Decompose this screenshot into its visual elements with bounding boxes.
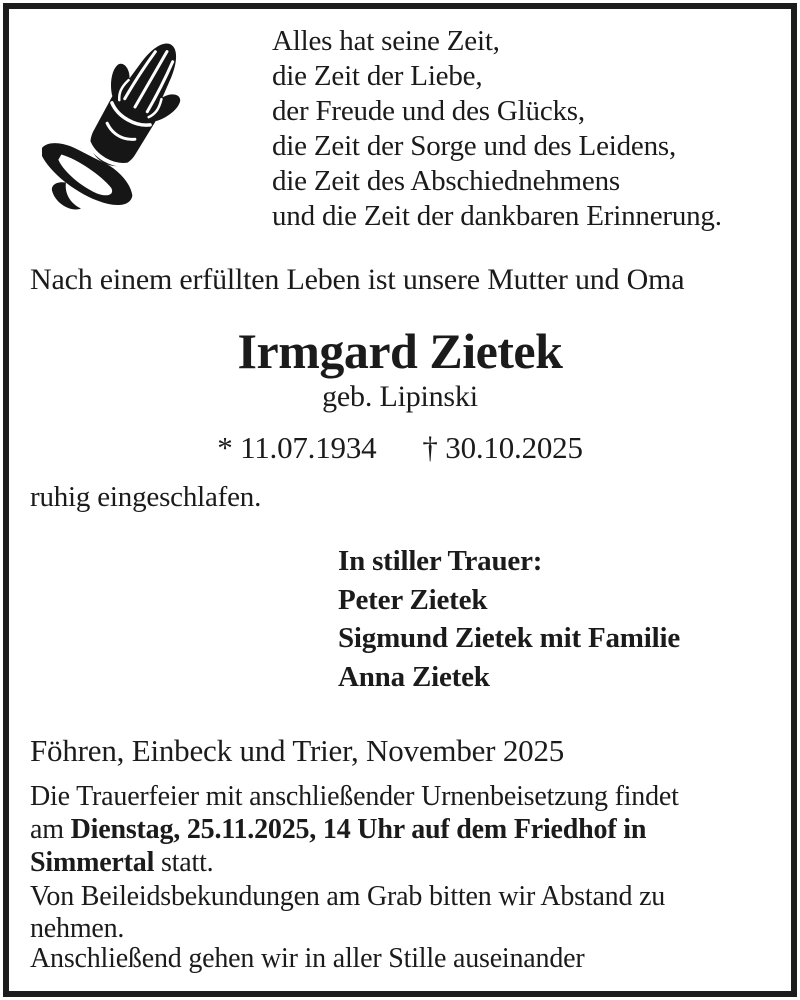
funeral-info bbox=[30, 780, 679, 879]
funeral-line2-bold: Dienstag, 25.11.2025, 14 Uhr auf dem Friedhof in bbox=[70, 814, 647, 845]
condolence-note bbox=[30, 881, 665, 945]
poem-line: die Zeit der Liebe, bbox=[272, 60, 483, 92]
mourner-name: Anna Zietek bbox=[338, 660, 490, 693]
intro-line: Nach einem erfüllten Leben ist unsere Mutter und Oma bbox=[30, 263, 685, 296]
mourner-name: Sigmund Zietek mit Familie bbox=[338, 622, 680, 654]
place-date-line: Föhren, Einbeck und Trier, November 2025 bbox=[30, 733, 565, 768]
praying-hands-icon bbox=[42, 26, 212, 221]
birth-date: * 11.07.1934 bbox=[217, 430, 377, 465]
mourner-name: Peter Zietek bbox=[338, 583, 488, 616]
death-date: † 30.10.2025 bbox=[422, 430, 583, 465]
funeral-line3-bold: Simmertal bbox=[30, 847, 155, 878]
condolence-line2: nehmen. bbox=[30, 913, 125, 944]
mourners-heading: In stiller Trauer: bbox=[338, 545, 543, 577]
mourners-block bbox=[338, 542, 680, 696]
condolence-line1: Von Beileidsbekundungen am Grab bitten wir Abstand zu bbox=[30, 881, 666, 912]
closing-line: ruhig eingeschlafen. bbox=[30, 481, 262, 513]
deceased-name: Irmgard Zietek bbox=[237, 323, 563, 379]
maiden-name: geb. Lipinski bbox=[322, 380, 478, 413]
poem-line: der Freude und des Glücks, bbox=[272, 95, 585, 127]
final-note: Anschließend gehen wir in aller Stille auseinander bbox=[30, 943, 585, 974]
poem-line: und die Zeit der dankbaren Erinnerung. bbox=[272, 200, 722, 232]
life-dates bbox=[0, 430, 800, 466]
poem-line: die Zeit der Sorge und des Leidens, bbox=[272, 130, 676, 162]
poem-line: die Zeit des Abschiednehmens bbox=[272, 165, 620, 197]
memorial-poem bbox=[272, 24, 722, 234]
poem-line: Alles hat seine Zeit, bbox=[272, 25, 500, 57]
funeral-line1: Die Trauerfeier mit anschließender Urnenbeisetzung findet bbox=[30, 781, 679, 812]
funeral-line3-regular: statt. bbox=[160, 847, 214, 878]
funeral-line2-regular: am bbox=[30, 814, 64, 845]
